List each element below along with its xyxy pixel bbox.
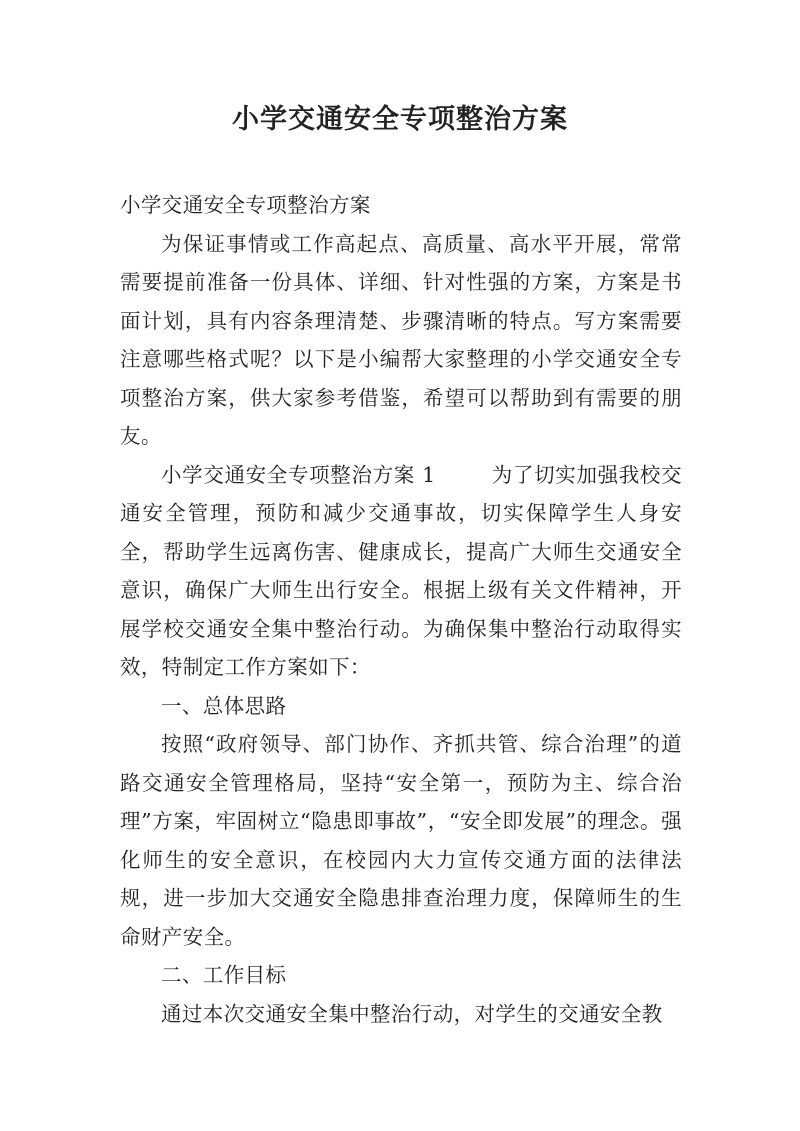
document-subtitle: 小学交通安全专项整治方案 xyxy=(120,193,371,217)
section-1-heading: 一、总体思路 xyxy=(161,693,287,718)
intro-paragraph: 为保证事情或工作高起点、高质量、高水平开展，常常需要提前准备一份具体、详细、针对性强的方案，方案是书面计划，具有内容条理清楚、步骤清晰的特点。写方案需要注意哪些格式呢？以下是小编帮大家整理的小学交通安全专项整治方案，供大家参考借鉴，希望可以帮助到有需要的朋友。 xyxy=(120,231,682,448)
section-1-paragraph: 按照“政府领导、部门协作、齐抓共管、综合治理”的道路交通安全管理格局，坚持“安全第一，预防为主、综合治理”方案，牢固树立“隐患即事故”，“安全即发展”的理念。强化师生的安全意识，在校园内大力宣传交通方面的法律法规，进一步加大交通安全隐患排查治理力度，保障师生的生命财产安全。 xyxy=(120,732,682,949)
section-2-heading: 二、工作目标 xyxy=(161,963,287,987)
plan-1-heading: 小学交通安全专项整治方案 1 xyxy=(161,462,436,487)
document-body xyxy=(120,186,682,1033)
section-2-paragraph: 通过本次交通安全集中整治行动，对学生的交通安全教 xyxy=(161,1001,663,1026)
plan-1-text: 为了切实加强我校交通安全管理，预防和减少交通事故，切实保障学生人身安全，帮助学生远离伤害、健康成长，提高广大师生交通安全意识，确保广大师生出行安全。根据上级有关文件精神，开展学校交通安全集中整治行动。为确保集中整治行动取得实效，特制定工作方案如下： xyxy=(120,462,682,679)
document-title: 小学交通安全专项整治方案 xyxy=(232,104,568,135)
plan-1-paragraph xyxy=(120,456,682,687)
